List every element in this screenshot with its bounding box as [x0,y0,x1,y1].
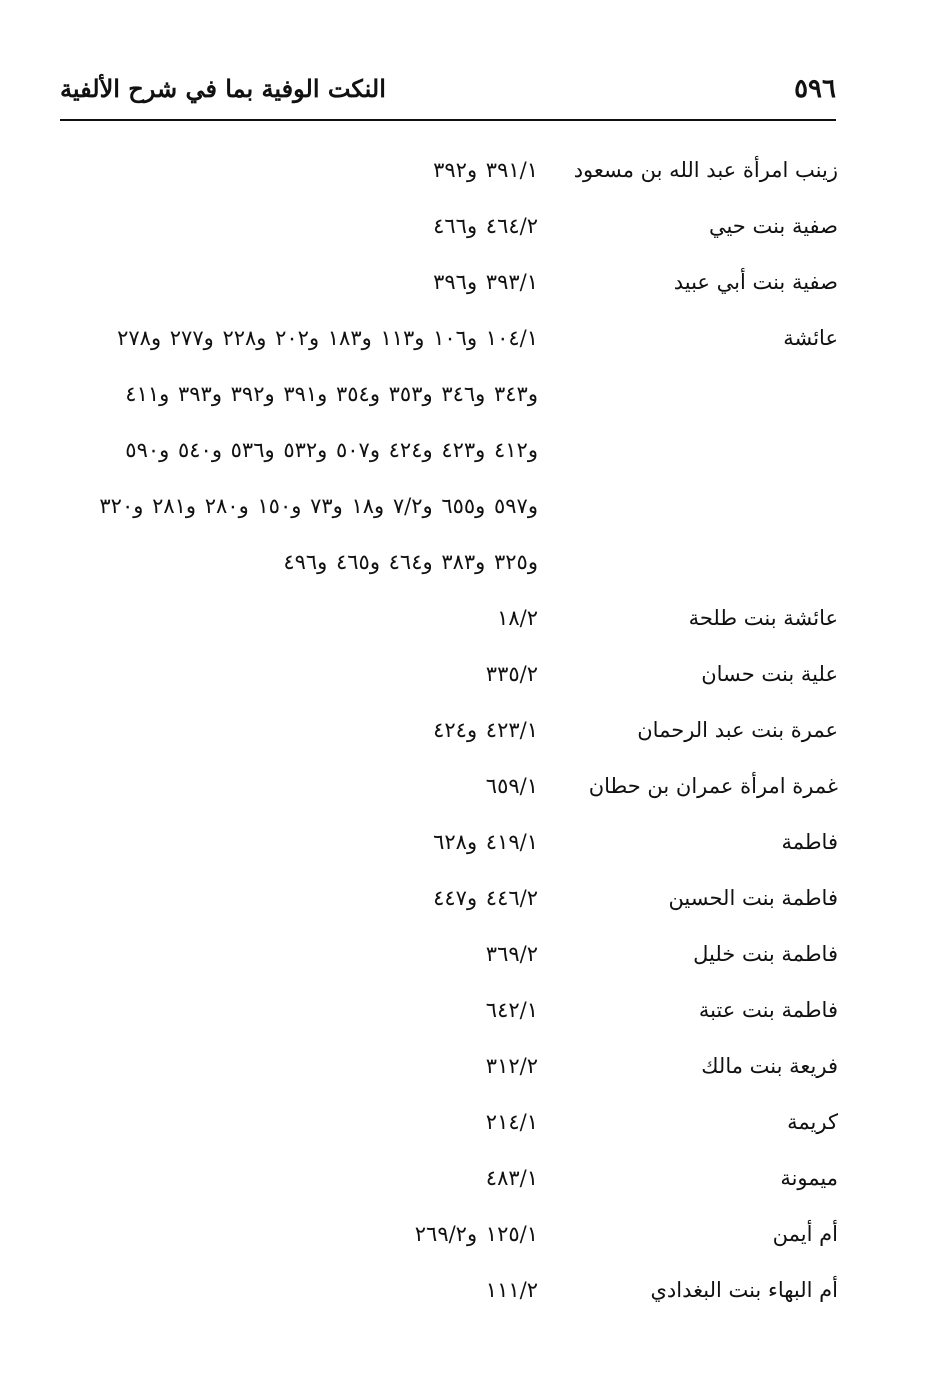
reference-line: ٣٣٥/٢ [485,662,538,686]
entry-references [58,1166,538,1222]
reference-line: ٣٩١/١ و٣٩٢ [433,158,538,182]
entry-name: عائشة بنت طلحة [688,606,838,630]
entry-references [58,1278,538,1334]
entry-references [58,886,538,942]
entry-references [58,830,538,886]
entry-name: أم البهاء بنت البغدادي [650,1278,838,1302]
reference-line: ٤٢٣/١ و٤٢٤ [433,718,538,742]
entry-references [58,1054,538,1110]
entry-name: غمرة امرأة عمران بن حطان [588,774,838,798]
entry-references [58,998,538,1054]
reference-line: ٦٥٩/١ [485,774,538,798]
entry-name: فاطمة بنت الحسين [668,886,838,910]
reference-line: و٥٩٧ و٦٥٥ و٧/٢ و١٨ و٧٣ و١٥٠ و٢٨٠ و٢٨١ و٣٢٠ [99,494,538,518]
entry-references [58,158,538,214]
reference-line: ١٠٤/١ و١٠٦ و١١٣ و١٨٣ و٢٠٢ و٢٢٨ و٢٧٧ و٢٧٨ [117,326,538,350]
reference-line: ٣٩٣/١ و٣٩٦ [433,270,538,294]
entry-references [58,774,538,830]
reference-line: ٤٤٦/٢ و٤٤٧ [433,886,538,910]
entry-name: علية بنت حسان [701,662,838,686]
entry-name: صفية بنت حيي [708,214,838,238]
entry-references [58,718,538,774]
reference-line: ١٨/٢ [497,606,538,630]
page-number: ٥٩٦ [794,74,836,104]
entry-name: فاطمة بنت عتبة [698,998,838,1022]
entry-name: زينب امرأة عبد الله بن مسعود [573,158,838,182]
entry-references [58,1222,538,1278]
entry-name: عمرة بنت عبد الرحمان [637,718,838,742]
reference-line: ٤١٩/١ و٦٢٨ [433,830,538,854]
reference-line: و٣٢٥ و٣٨٣ و٤٦٤ و٤٦٥ و٤٩٦ [283,550,538,574]
reference-line: ٣٦٩/٢ [485,942,538,966]
entry-references [58,942,538,998]
reference-line: و٤١٢ و٤٢٣ و٤٢٤ و٥٠٧ و٥٣٢ و٥٣٦ و٥٤٠ و٥٩٠ [125,438,538,462]
reference-line: و٣٤٣ و٣٤٦ و٣٥٣ و٣٥٤ و٣٩١ و٣٩٢ و٣٩٣ و٤١١ [125,382,538,406]
reference-line: ١٢٥/١ و٢٦٩/٢ [414,1222,538,1246]
book-title: النكت الوفية بما في شرح الألفية [60,74,386,103]
reference-line: ٦٤٢/١ [485,998,538,1022]
reference-line: ٣١٢/٢ [485,1054,538,1078]
reference-line: ٤٦٤/٢ و٤٦٦ [433,214,538,238]
entry-name: عائشة [783,326,838,350]
entry-references [58,1110,538,1166]
entry-references [58,662,538,718]
entry-name: صفية بنت أبي عبيد [673,270,838,294]
reference-line: ٢١٤/١ [485,1110,538,1134]
entry-name: فاطمة بنت خليل [693,942,838,966]
reference-line: ٤٨٣/١ [485,1166,538,1190]
entry-name: فريعة بنت مالك [701,1054,838,1078]
entry-name: أم أيمن [772,1222,838,1246]
entry-references [58,214,538,270]
entry-name: ميمونة [780,1166,838,1190]
entry-name: كريمة [787,1110,838,1134]
reference-line: ١١١/٢ [485,1278,538,1302]
entry-name: فاطمة [781,830,838,854]
entry-references [58,270,538,326]
entry-references [58,326,538,606]
entry-references [58,606,538,662]
